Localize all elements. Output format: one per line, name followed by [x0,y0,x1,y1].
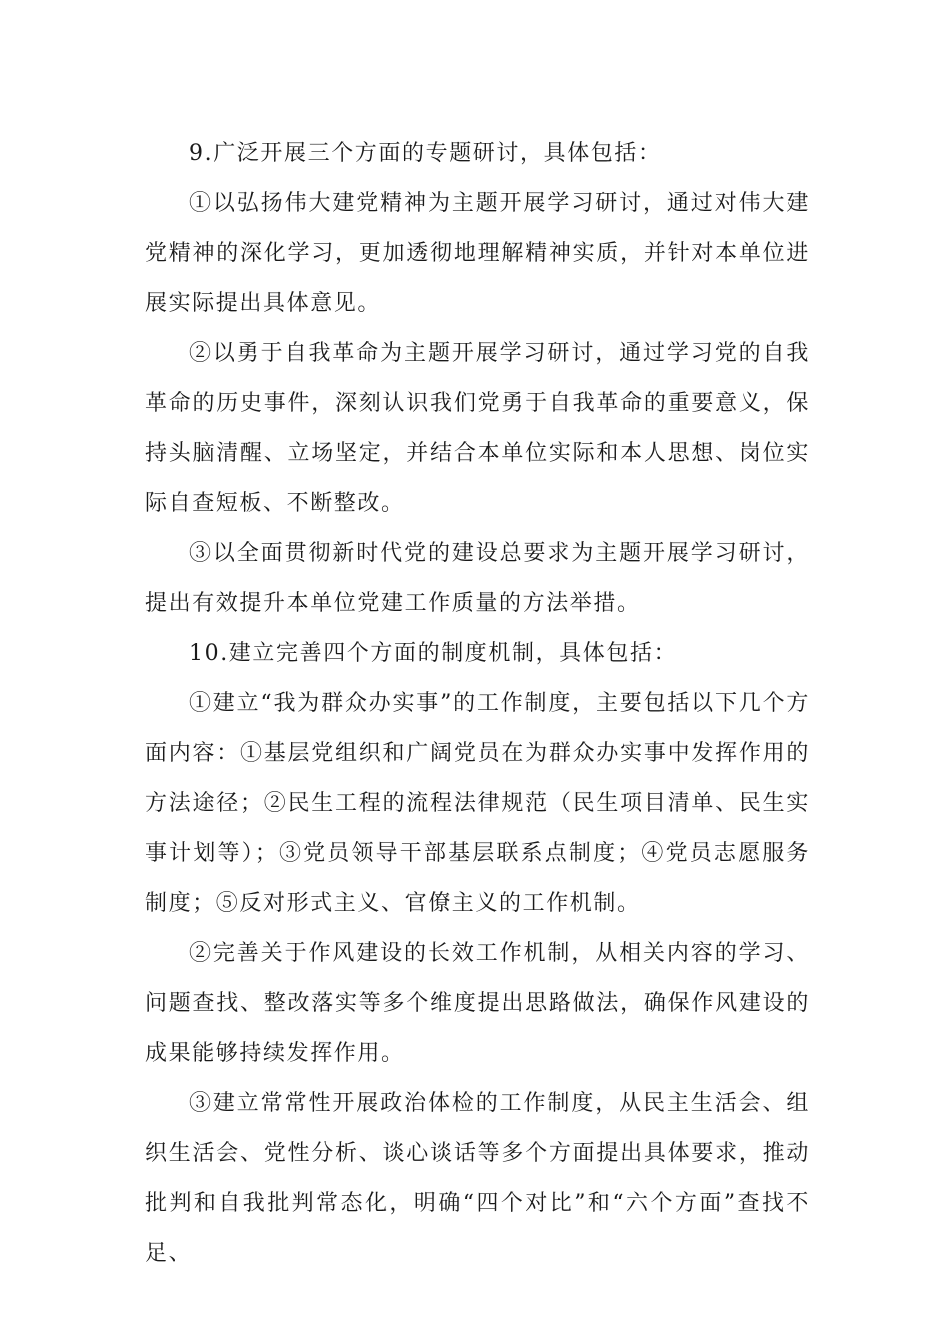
paragraph-9-1: ①以弘扬伟大建党精神为主题开展学习研讨，通过对伟大建党精神的深化学习，更加透彻地理解精神实质，并针对本单位进展实际提出具体意见。 [145,191,810,316]
heading-item-9: 9.广泛开展三个方面的专题研讨，具体包括： [189,141,662,166]
document-body [145,129,810,1279]
paragraph-10-2: ②完善关于作风建设的长效工作机制，从相关内容的学习、问题查找、整改落实等多个维度提出思路做法，确保作风建设的成果能够持续发挥作用。 [145,941,810,1066]
paragraph-9-2: ②以勇于自我革命为主题开展学习研讨，通过学习党的自我革命的历史事件，深刻认识我们党勇于自我革命的重要意义，保持头脑清醒、立场坚定，并结合本单位实际和本人思想、岗位实际自查短板、不断整改。 [145,341,810,516]
heading-item-10: 10.建立完善四个方面的制度机制，具体包括： [189,641,678,666]
paragraph-10-3: ③建立常常性开展政治体检的工作制度，从民主生活会、组织生活会、党性分析、谈心谈话等多个方面提出具体要求，推动批判和自我批判常态化，明确“四个对比”和“六个方面”查找不足、 [145,1091,810,1266]
paragraph-10-1: ①建立“我为群众办实事”的工作制度，主要包括以下几个方面内容：①基层党组织和广阔党员在为群众办实事中发挥作用的方法途径；②民生工程的流程法律规范（民生项目清单、民生实事计划等）；③党员领导干部基层联系点制度；④党员志愿服务制度；⑤反对形式主义、官僚主义的工作机制。 [145,691,810,916]
paragraph-9-3: ③以全面贯彻新时代党的建设总要求为主题开展学习研讨，提出有效提升本单位党建工作质量的方法举措。 [145,541,810,616]
